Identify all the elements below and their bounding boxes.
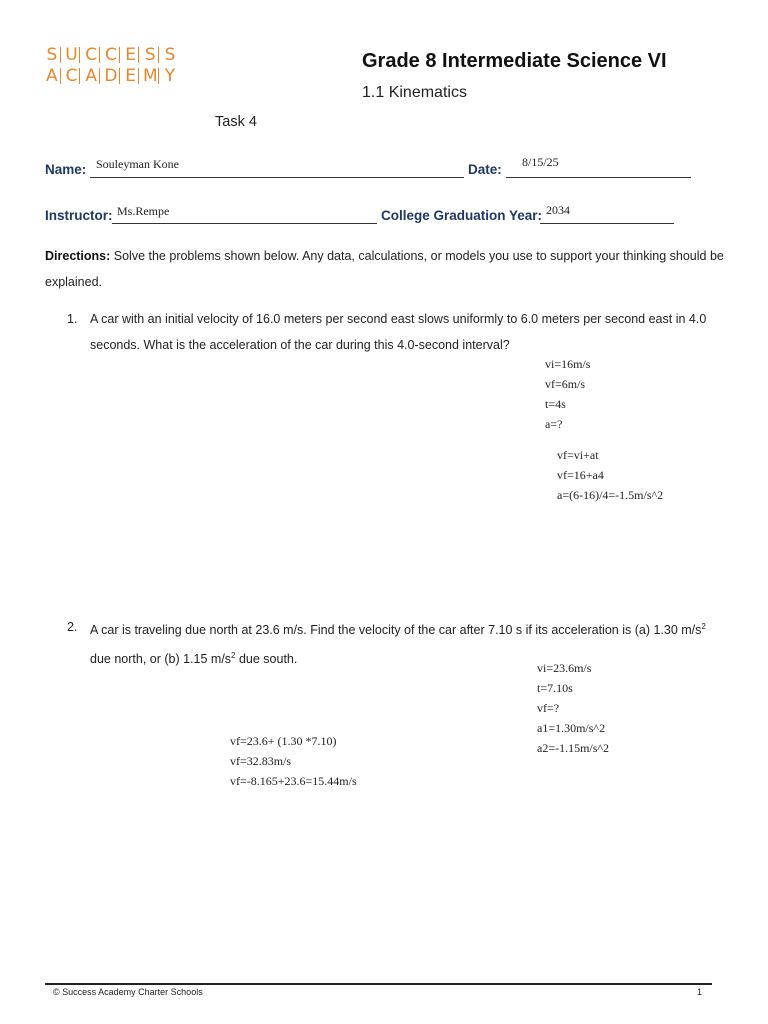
question-2-givens [537, 658, 609, 758]
logo-row-academy [44, 66, 178, 87]
date-value: 8/15/25 [522, 155, 559, 169]
work-line: vi=16m/s [545, 357, 591, 371]
work-line: a1=1.30m/s^2 [537, 721, 606, 735]
logo-letter: S [164, 45, 176, 65]
question-1-solution [557, 445, 663, 505]
question-1-givens [545, 354, 590, 434]
logo-letter: C [85, 45, 98, 65]
superscript: 2 [231, 651, 236, 661]
logo-letter: D [104, 66, 118, 86]
work-line: a=? [545, 417, 563, 431]
work-line: a2=-1.15m/s^2 [537, 741, 610, 755]
work-line: a=(6-16)/4=-1.5m/s^2 [557, 488, 664, 502]
work-line: vf=vi+at [557, 448, 599, 462]
instructor-line[interactable] [112, 223, 377, 224]
logo-letter: U [65, 45, 78, 65]
logo-letter: C [65, 66, 78, 86]
directions-text: Solve the problems shown below. Any data, calculations, or models you use to support your thinking should be explained. [45, 249, 724, 289]
graduation-year-value: 2034 [546, 203, 570, 217]
logo-letter: E [125, 45, 136, 65]
logo-letter: A [46, 66, 58, 86]
work-line: vf=6m/s [545, 377, 586, 391]
question-2-text-part: A car is traveling due north at 23.6 m/s. Find the velocity of the car after 7.10 s if its acceleration is (a) 1.30 m/s [90, 623, 702, 638]
work-line: vf=32.83m/s [230, 754, 292, 768]
logo-letter: Y [164, 66, 176, 86]
logo-row-success [44, 45, 178, 66]
success-academy-logo [44, 45, 178, 87]
date-label: Date: [468, 162, 502, 177]
footer-copyright: © Success Academy Charter Schools [53, 987, 203, 997]
directions-label: Directions: [45, 249, 111, 263]
graduation-year-label: College Graduation Year: [381, 208, 543, 223]
graduation-year-line[interactable] [540, 223, 674, 224]
task-label: Task 4 [215, 114, 257, 130]
work-line: vf=23.6+ (1.30 *7.10) [230, 734, 337, 748]
document-title: Grade 8 Intermediate Science VI [362, 50, 667, 72]
question-2-solution [230, 731, 357, 791]
logo-letter: M [142, 66, 158, 86]
name-line[interactable] [90, 177, 464, 178]
logo-letter: E [125, 66, 136, 86]
document-subtitle: 1.1 Kinematics [362, 84, 467, 101]
logo-letter: A [85, 66, 98, 86]
instructor-label: Instructor: [45, 208, 113, 223]
date-line[interactable] [506, 177, 691, 178]
work-line: vf=16+a4 [557, 468, 604, 482]
work-line: vf=-8.165+23.6=15.44m/s [230, 774, 357, 788]
name-value: Souleyman Kone [96, 157, 179, 171]
question-2-text-part: due north, or (b) 1.15 m/s [90, 652, 232, 667]
name-label: Name: [45, 162, 87, 177]
question-2-number: 2. [67, 620, 78, 634]
footer-divider [45, 983, 712, 985]
superscript: 2 [701, 622, 706, 631]
work-line: vf=? [537, 701, 560, 715]
work-line: t=4s [545, 397, 566, 411]
work-line: t=7.10s [537, 681, 573, 695]
logo-letter: S [144, 45, 156, 65]
question-1-text: A car with an initial velocity of 16.0 meters per second east slows uniformly to 6.0 meters per second east in 4.0 seconds. What is the acceleration of the car during this 4.0-second interval? [90, 312, 707, 352]
directions [45, 243, 725, 295]
instructor-value: Ms.Rempe [117, 204, 170, 218]
question-2-text-part: due south. [235, 652, 298, 667]
logo-letter: S [46, 45, 58, 65]
question-1-number: 1. [67, 312, 78, 326]
logo-letter: C [104, 45, 117, 65]
question-2-text [90, 614, 730, 672]
footer-page-number: 1 [697, 987, 703, 997]
work-line: vi=23.6m/s [537, 661, 592, 675]
